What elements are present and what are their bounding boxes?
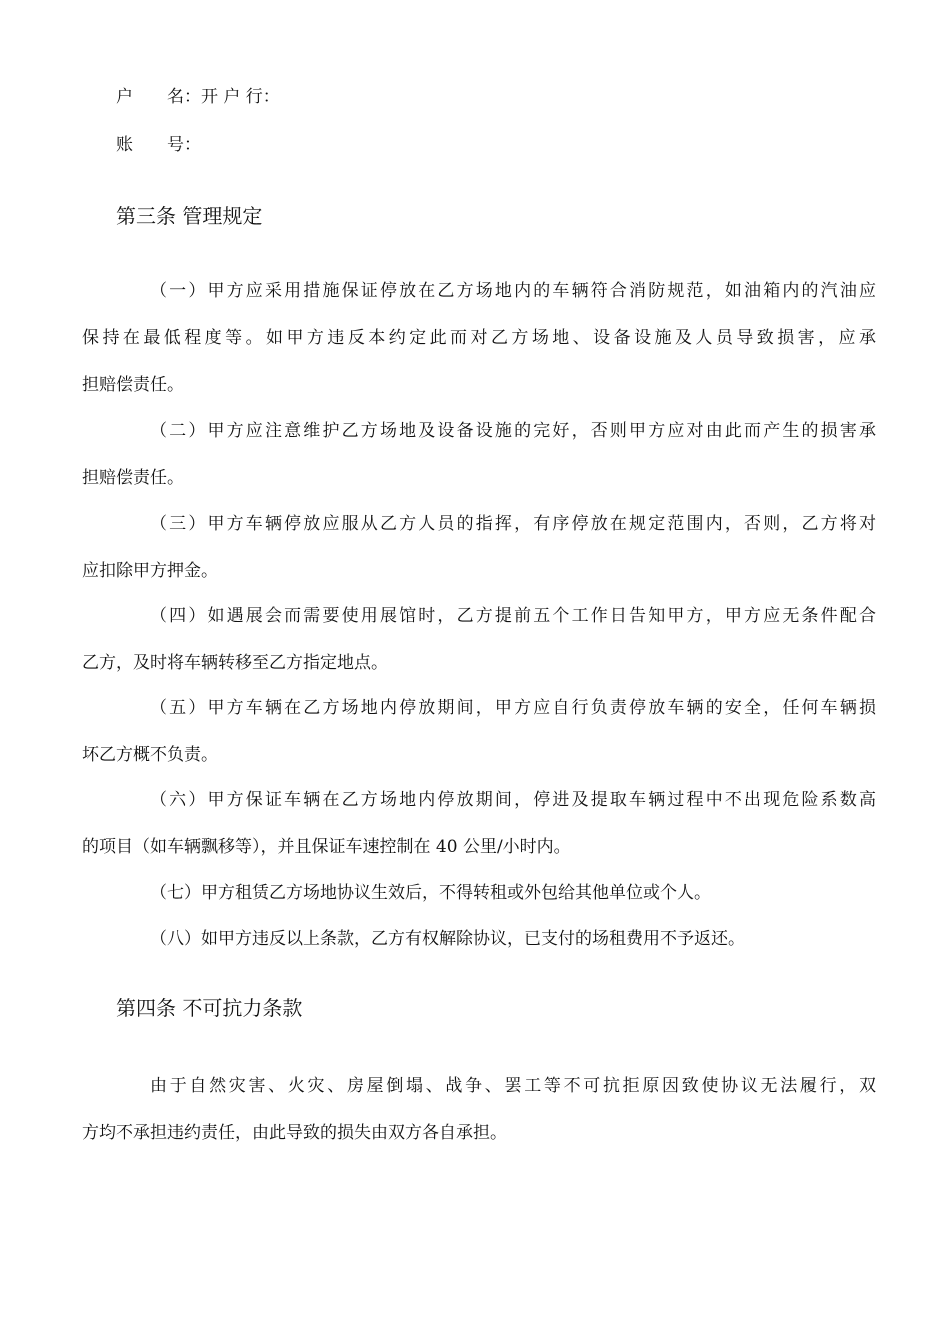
article-3-item-6 [82, 777, 876, 871]
article-3-item-7 [116, 870, 876, 917]
article-3-item-2 [82, 408, 876, 502]
text-line: 方均不承担违约责任，由此导致的损失由双方各自承担。 [82, 1123, 507, 1143]
text-line: 应扣除甲方押金。 [82, 561, 218, 581]
text-line: （六）甲方保证车辆在乙方场地内停放期间，停进及提取车辆过程中不出现危险系数高 [150, 790, 876, 810]
text-line: 坏乙方概不负责。 [82, 745, 218, 765]
text-line: （一）甲方应采用措施保证停放在乙方场地内的车辆符合消防规范，如油箱内的汽油应 [150, 281, 876, 301]
text-line: （八）如甲方违反以上条款，乙方有权解除协议，已支付的场租费用不予返还。 [150, 929, 745, 949]
account-name-bank-line: 户 名：开 户 行： [116, 87, 280, 107]
article-4-paragraph [82, 1063, 876, 1157]
text-line: （七）甲方租赁乙方场地协议生效后，不得转租或外包给其他单位或个人。 [150, 883, 711, 903]
text-line: 乙方，及时将车辆转移至乙方指定地点。 [82, 653, 388, 673]
article-3-item-1 [82, 268, 876, 409]
account-number-line: 账 号： [116, 135, 201, 155]
article-4-heading: 第四条 不可抗力条款 [116, 996, 303, 1020]
text-line: （三）甲方车辆停放应服从乙方人员的指挥，有序停放在规定范围内，否则，乙方将对 [150, 514, 876, 534]
text-line: 由于自然灾害、火灾、房屋倒塌、战争、罢工等不可抗拒原因致使协议无法履行，双 [150, 1076, 876, 1096]
article-3-item-3 [82, 501, 876, 595]
article-3-heading: 第三条 管理规定 [116, 204, 263, 228]
text-line: 担赔偿责任。 [82, 375, 184, 395]
text-line: （四）如遇展会而需要使用展馆时，乙方提前五个工作日告知甲方，甲方应无条件配合 [150, 606, 876, 626]
article-3-item-4 [82, 593, 876, 687]
text-line: 保持在最低程度等。如甲方违反本约定此而对乙方场地、设备设施及人员导致损害，应承 [82, 328, 876, 348]
article-3-item-8 [116, 916, 876, 963]
text-line: 担赔偿责任。 [82, 468, 184, 488]
article-3-item-5 [82, 685, 876, 779]
text-line: （二）甲方应注意维护乙方场地及设备设施的完好，否则甲方应对由此而产生的损害承 [150, 421, 876, 441]
text-line: 的项目（如车辆飘移等），并且保证车速控制在 40 公里/小时内。 [82, 837, 571, 857]
text-line: （五）甲方车辆在乙方场地内停放期间，甲方应自行负责停放车辆的安全，任何车辆损 [150, 698, 876, 718]
